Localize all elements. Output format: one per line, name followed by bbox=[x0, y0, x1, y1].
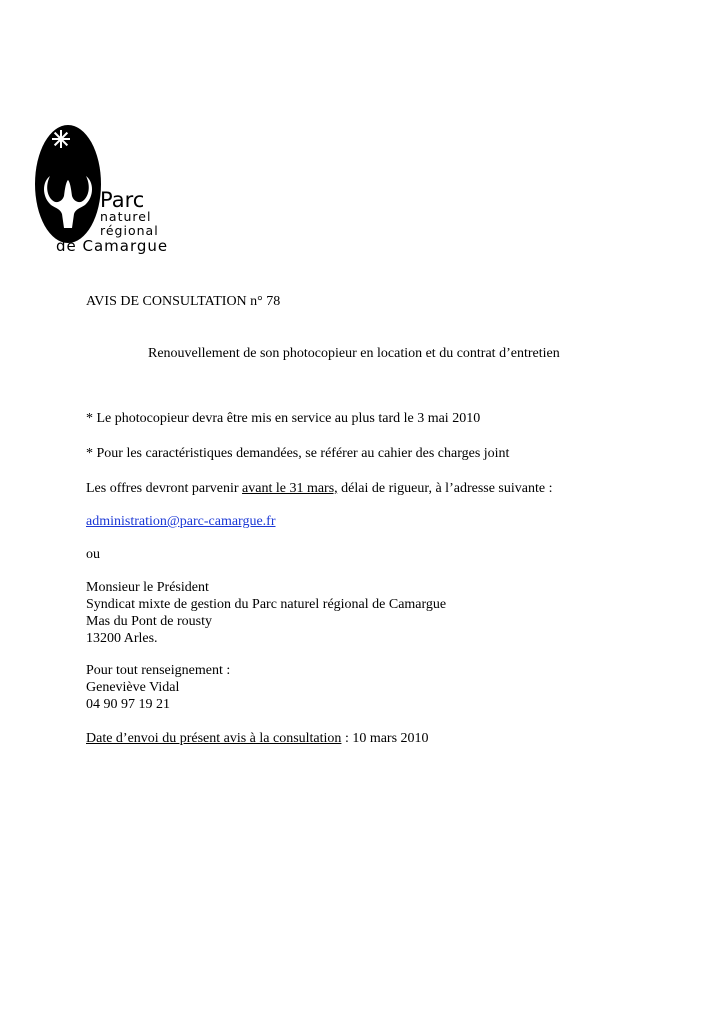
offers-prefix: Les offres devront parvenir bbox=[86, 481, 243, 496]
send-date-separator: : bbox=[341, 731, 353, 746]
logo-text-regional: régional bbox=[100, 223, 159, 238]
send-date-value: 10 mars 2010 bbox=[352, 731, 429, 746]
bullet-service-date: * Le photocopieur devra être mis en service au plus tard le 3 mai 2010 bbox=[86, 411, 481, 426]
offers-deadline: avant le 31 mars, bbox=[242, 481, 338, 496]
park-logo bbox=[34, 124, 169, 260]
contact-phone: 04 90 97 19 21 bbox=[86, 697, 170, 712]
send-date-label: Date d’envoi du présent avis à la consultation bbox=[86, 731, 342, 746]
info-label: Pour tout renseignement : bbox=[86, 663, 231, 678]
email-link[interactable]: administration@parc-camargue.fr bbox=[86, 514, 276, 529]
logo-text-parc: Parc bbox=[100, 188, 145, 212]
address-line-2: Syndicat mixte de gestion du Parc naturel régional de Camargue bbox=[86, 597, 447, 612]
offers-paragraph bbox=[86, 480, 552, 497]
address-line-3: Mas du Pont de rousty bbox=[86, 614, 212, 629]
address-line-4: 13200 Arles. bbox=[86, 631, 158, 646]
logo-text-camargue: de Camargue bbox=[56, 237, 169, 255]
email-line bbox=[86, 513, 276, 530]
contact-name: Geneviève Vidal bbox=[86, 680, 180, 695]
offers-suffix: délai de rigueur, à l’adresse suivante : bbox=[337, 481, 553, 496]
document-title: AVIS DE CONSULTATION n° 78 bbox=[86, 294, 281, 309]
or-text: ou bbox=[86, 547, 100, 562]
bullet-specifications: * Pour les caractéristiques demandées, se référer au cahier des charges joint bbox=[86, 446, 510, 461]
send-date-line bbox=[86, 730, 429, 747]
document-subtitle: Renouvellement de son photocopieur en location et du contrat d’entretien bbox=[148, 346, 560, 361]
logo-text-naturel: naturel bbox=[100, 209, 152, 224]
address-line-1: Monsieur le Président bbox=[86, 580, 209, 595]
